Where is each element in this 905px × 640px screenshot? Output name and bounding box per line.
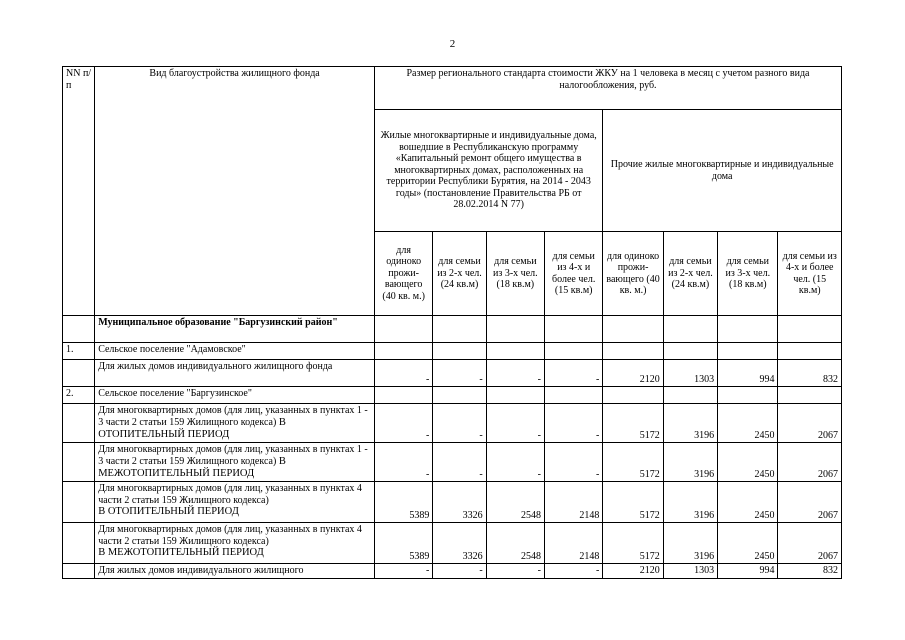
cell-value: - (486, 564, 544, 579)
header-type: Вид благоустройства жилищного фонда (95, 67, 375, 316)
cell-value: 2548 (486, 523, 544, 564)
row-label: Для многоквартирных домов (для лиц, указанных в пунктах 4 части 2 статьи 159 Жилищного кодекса) В ОТОПИТЕЛЬНЫЙ ПЕРИОД (95, 482, 375, 523)
cell-value: 2120 (603, 564, 663, 579)
sub-a-1: для одиноко прожи-вающего (40 кв. м.) (374, 232, 432, 316)
cell-value: - (486, 443, 544, 482)
cell-value: 2120 (603, 360, 663, 387)
row-num: 2. (63, 387, 95, 404)
cell-value: - (433, 360, 486, 387)
cell-value: - (545, 564, 603, 579)
sub-b-4: для семьи из 4-х и более чел. (15 кв.м) (778, 232, 842, 316)
cell-value: 5172 (603, 404, 663, 443)
cell-value: - (433, 404, 486, 443)
row-2d (63, 523, 842, 564)
header-size: Размер регионального стандарта стоимости ЖКУ на 1 человека в месяц с учетом разного вида налогообложения, руб. (374, 67, 841, 110)
cell-value: 3196 (663, 404, 717, 443)
row-label: Для жилых домов индивидуального жилищного (95, 564, 375, 579)
cell-value: - (545, 360, 603, 387)
row-1a (63, 360, 842, 387)
municipality-label: Муниципальное образование "Баргузинский район" (95, 316, 375, 343)
regional-standard-table (62, 66, 842, 579)
header-group-a: Жилые многоквартирные и индивидуальные дома, вошедшие в Республиканскую программу «Капитальный ремонт общего имущества в многоквартирных домах, расположенных на территории Республики Бурятия, на 2014 - 2043 годы» (постановление Правительства РБ от 28.02.2014 N 77) (374, 110, 602, 232)
cell-value: - (486, 404, 544, 443)
cell-value: 3196 (663, 443, 717, 482)
row-2a (63, 404, 842, 443)
cell-value: 5172 (603, 523, 663, 564)
sub-a-2: для семьи из 2-х чел. (24 кв.м) (433, 232, 486, 316)
cell-value: 994 (718, 360, 778, 387)
row-2c (63, 482, 842, 523)
cell-value: 2148 (545, 523, 603, 564)
cell-value: 3326 (433, 482, 486, 523)
cell-value: 5389 (374, 482, 432, 523)
header-group-b: Прочие жилые многоквартирные и индивидуальные дома (603, 110, 842, 232)
row-label: Сельское поселение "Баргузинское" (95, 387, 375, 404)
cell-value: 2450 (718, 523, 778, 564)
cell-value: 5389 (374, 523, 432, 564)
header-row-1 (63, 67, 842, 110)
cell-value: 3196 (663, 482, 717, 523)
cell-value: 2067 (778, 523, 842, 564)
cell-value: 1303 (663, 564, 717, 579)
cell-value: 2450 (718, 482, 778, 523)
page-number: 2 (449, 38, 456, 50)
sub-b-1: для одиноко прожи-вающего (40 кв. м.) (603, 232, 663, 316)
cell-value: 3326 (433, 523, 486, 564)
cell-value: - (374, 564, 432, 579)
cell-value: - (486, 360, 544, 387)
cell-value: 2067 (778, 404, 842, 443)
cell-value: 5172 (603, 443, 663, 482)
cell-value: 3196 (663, 523, 717, 564)
cell-value: - (374, 443, 432, 482)
row-2b (63, 443, 842, 482)
cell-value: 994 (718, 564, 778, 579)
row-label: Для жилых домов индивидуального жилищного фонда (95, 360, 375, 387)
cell-value: - (433, 564, 486, 579)
row-municipality (63, 316, 842, 343)
cell-value: 832 (778, 360, 842, 387)
cell-value: 2148 (545, 482, 603, 523)
sub-b-3: для семьи из 3-х чел. (18 кв.м) (718, 232, 778, 316)
cell-value: 2548 (486, 482, 544, 523)
cell-value: 1303 (663, 360, 717, 387)
sub-a-3: для семьи из 3-х чел. (18 кв.м) (486, 232, 544, 316)
sub-b-2: для семьи из 2-х чел. (24 кв.м) (663, 232, 717, 316)
row-settlement-2 (63, 387, 842, 404)
cell-value: 2067 (778, 443, 842, 482)
cell-value: 5172 (603, 482, 663, 523)
row-label: Сельское поселение "Адамовское" (95, 343, 375, 360)
cell-value: - (374, 404, 432, 443)
cell-value: - (545, 404, 603, 443)
row-settlement-1 (63, 343, 842, 360)
cell-value: - (374, 360, 432, 387)
header-num: NN п/п (63, 67, 95, 316)
cell-value: 2450 (718, 443, 778, 482)
row-2e (63, 564, 842, 579)
row-label: Для многоквартирных домов (для лиц, указанных в пунктах 1 - 3 части 2 статьи 159 Жилищного кодекса) В МЕЖОТОПИТЕЛЬНЫЙ ПЕРИОД (95, 443, 375, 482)
cell-value: 832 (778, 564, 842, 579)
row-label: Для многоквартирных домов (для лиц, указанных в пунктах 4 части 2 статьи 159 Жилищного кодекса) В МЕЖОТОПИТЕЛЬНЫЙ ПЕРИОД (95, 523, 375, 564)
cell-value: - (433, 443, 486, 482)
cell-value: 2067 (778, 482, 842, 523)
sub-a-4: для семьи из 4-х и более чел. (15 кв.м) (545, 232, 603, 316)
row-num: 1. (63, 343, 95, 360)
cell-value: - (545, 443, 603, 482)
cell-value: 2450 (718, 404, 778, 443)
row-label: Для многоквартирных домов (для лиц, указанных в пунктах 1 - 3 части 2 статьи 159 Жилищного кодекса) В ОТОПИТЕЛЬНЫЙ ПЕРИОД (95, 404, 375, 443)
